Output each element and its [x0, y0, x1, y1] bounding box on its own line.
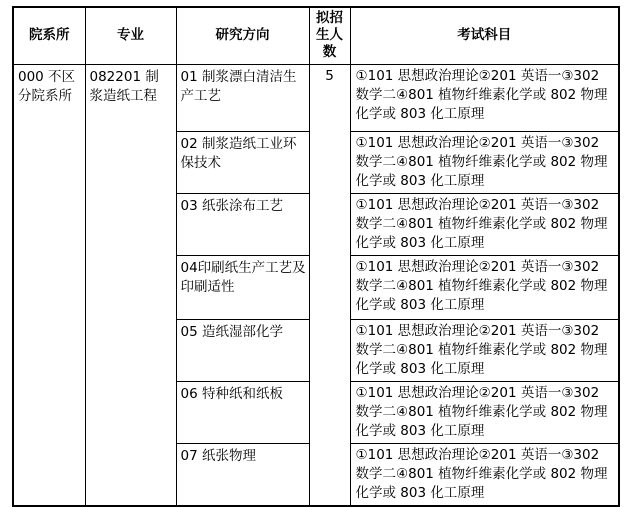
header-department: 院系所 — [13, 7, 85, 64]
exam-subjects-cell: ①101 思想政治理论②201 英语一③302 数学二④801 植物纤维素化学或 802 物理化学或 803 化工原理 — [350, 131, 619, 193]
admissions-table — [12, 6, 620, 507]
research-direction-cell: 02 制浆造纸工业环保技术 — [176, 131, 309, 193]
exam-subjects-cell: ①101 思想政治理论②201 英语一③302 数学二④801 植物纤维素化学或 802 物理化学或 803 化工原理 — [350, 255, 619, 319]
enrollment-cell: 5 — [309, 64, 350, 506]
exam-subjects-cell: ①101 思想政治理论②201 英语一③302 数学二④801 植物纤维素化学或 802 物理化学或 803 化工原理 — [350, 443, 619, 506]
research-direction-cell: 03 纸张涂布工艺 — [176, 193, 309, 255]
header-research-direction: 研究方向 — [176, 7, 309, 64]
table-body — [13, 64, 619, 506]
exam-subjects-cell: ①101 思想政治理论②201 英语一③302 数学二④801 植物纤维素化学或 802 物理化学或 803 化工原理 — [350, 319, 619, 381]
header-row — [13, 7, 619, 64]
header-exam-subjects: 考试科目 — [350, 7, 619, 64]
admissions-table-container — [12, 6, 620, 507]
table-row — [13, 64, 619, 131]
table-header — [13, 7, 619, 64]
research-direction-cell: 05 造纸湿部化学 — [176, 319, 309, 381]
research-direction-cell: 07 纸张物理 — [176, 443, 309, 506]
department-cell: 000 不区分院系所 — [13, 64, 85, 506]
header-enrollment: 拟招生人数 — [309, 7, 350, 64]
major-cell: 082201 制浆造纸工程 — [85, 64, 176, 506]
exam-subjects-cell: ①101 思想政治理论②201 英语一③302 数学二④801 植物纤维素化学或 802 物理化学或 803 化工原理 — [350, 381, 619, 443]
research-direction-cell: 04印刷纸生产工艺及印刷适性 — [176, 255, 309, 319]
research-direction-cell: 06 特种纸和纸板 — [176, 381, 309, 443]
header-major: 专业 — [85, 7, 176, 64]
research-direction-cell: 01 制浆漂白清洁生产工艺 — [176, 64, 309, 131]
exam-subjects-cell: ①101 思想政治理论②201 英语一③302 数学二④801 植物纤维素化学或 802 物理化学或 803 化工原理 — [350, 64, 619, 131]
exam-subjects-cell: ①101 思想政治理论②201 英语一③302 数学二④801 植物纤维素化学或 802 物理化学或 803 化工原理 — [350, 193, 619, 255]
